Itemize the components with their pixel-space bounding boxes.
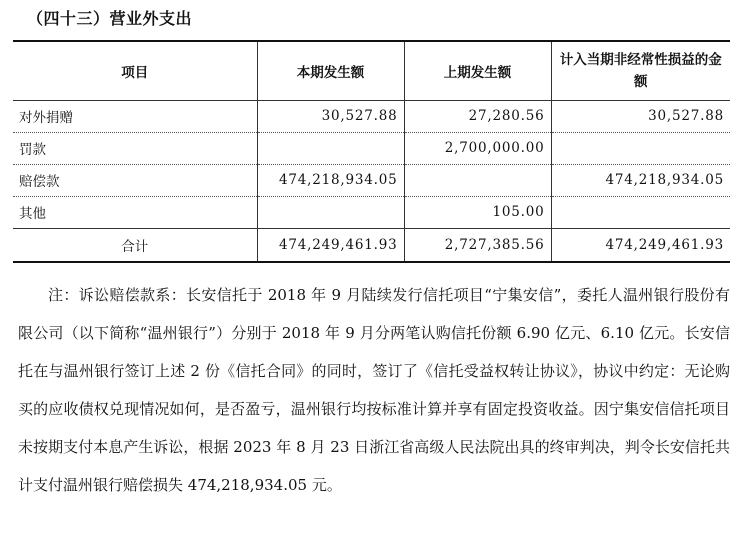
row-item: 赔偿款 <box>13 164 257 196</box>
row-previous <box>404 164 551 196</box>
header-current-period: 本期发生额 <box>257 41 404 100</box>
header-previous-period: 上期发生额 <box>404 41 551 100</box>
header-non-recurring: 计入当期非经常性损益的金额 <box>551 41 730 100</box>
footnote <box>18 276 730 504</box>
total-non-recurring: 474,249,461.93 <box>551 228 730 262</box>
row-previous: 2,700,000.00 <box>404 132 551 164</box>
table-row <box>13 100 730 132</box>
row-previous: 27,280.56 <box>404 100 551 132</box>
header-item: 项目 <box>13 41 257 100</box>
table-row <box>13 196 730 228</box>
row-previous: 105.00 <box>404 196 551 228</box>
row-non-recurring: 30,527.88 <box>551 100 730 132</box>
section-title: （四十三）营业外支出 <box>27 9 193 28</box>
row-current <box>257 132 404 164</box>
row-item: 罚款 <box>13 132 257 164</box>
row-current: 474,218,934.05 <box>257 164 404 196</box>
table-header-row <box>13 41 730 100</box>
row-non-recurring: 474,218,934.05 <box>551 164 730 196</box>
expense-table <box>13 40 730 263</box>
row-non-recurring <box>551 196 730 228</box>
total-label: 合计 <box>13 228 257 262</box>
row-item: 其他 <box>13 196 257 228</box>
row-current: 30,527.88 <box>257 100 404 132</box>
table-row <box>13 132 730 164</box>
table-total-row <box>13 228 730 262</box>
total-current: 474,249,461.93 <box>257 228 404 262</box>
row-non-recurring <box>551 132 730 164</box>
total-previous: 2,727,385.56 <box>404 228 551 262</box>
table-row <box>13 164 730 196</box>
footnote-text: 注：诉讼赔偿款系：长安信托于 2018 年 9 月陆续发行信托项目“宁集安信”，委托人温州银行股份有限公司（以下简称“温州银行”）分别于 2018 年 9 月分两笔认购信托份额 6.90 亿元、6.10 亿元。长安信托在与温州银行签订上述 2 份《信托合同》的同时，签订了《信托受益权转让协议》，协议中约定：无论购买的应收债权兑现情况如何，是否盈亏，温州银行均按标准计算并享有固定投资收益。因宁集安信信托项目未按期支付本息产生诉讼，根据 2023 年 8 月 23 日浙江省高级人民法院出具的终审判决，判令长安信托共计支付温州银行赔偿损失 474,218,934.05 元。 <box>18 286 730 494</box>
row-current <box>257 196 404 228</box>
row-item: 对外捐赠 <box>13 100 257 132</box>
